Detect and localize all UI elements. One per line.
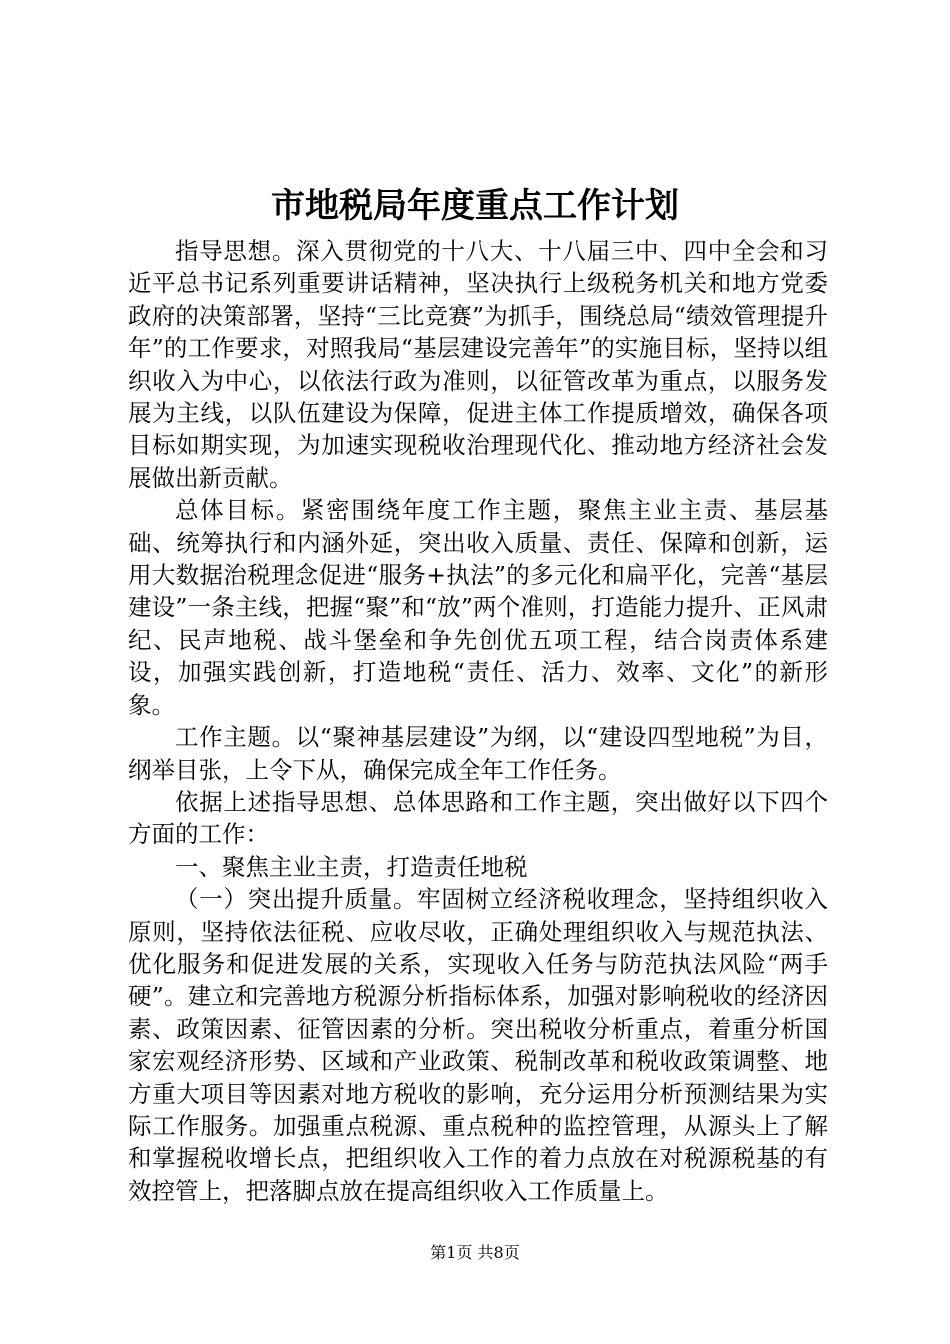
document-body — [128, 235, 828, 1207]
paragraph-work-theme: 工作主题。以“聚神基层建设”为纲，以“建设四型地税”为目，纲举目张，上令下从，确保完成全年工作任务。 — [128, 723, 828, 784]
paragraph-overall-goal: 总体目标。紧密围绕年度工作主题，聚焦主业主责、基层基础、统筹执行和内涵外延，突出收入质量、责任、保障和创新，运用大数据治税理念促进“服务+执法”的多元化和扁平化，完善“基层建设”一条主线，把握“聚”和“放”两个准则，打造能力提升、正风肃纪、民声地税、战斗堡垒和争先创优五项工程，结合岗责体系建设，加强实践创新，打造地税“责任、活力、效率、文化”的新形象。 — [128, 496, 828, 719]
page-title: 市地税局年度重点工作计划 — [271, 186, 679, 226]
paragraph-guiding-ideology: 指导思想。深入贯彻党的十八大、十八届三中、四中全会和习近平总书记系列重要讲话精神，坚决执行上级税务机关和地方党委政府的决策部署，坚持“三比竞赛”为抓手，围绕总局“绩效管理提升年”的工作要求，对照我局“基层建设完善年”的实施目标，坚持以组织收入为中心，以依法行政为准则，以征管改革为重点，以服务发展为主线，以队伍建设为保障，促进主体工作提质增效，确保各项目标如期实现，为加速实现税收治理现代化、推动地方经济社会发展做出新贡献。 — [128, 237, 828, 492]
paragraph-intro: 依据上述指导思想、总体思路和工作主题，突出做好以下四个方面的工作： — [128, 787, 828, 849]
paragraph-improve-quality: （一）突出提升质量。牢固树立经济税收理念，坚持组织收入原则，坚持依法征税、应收尽收，正确处理组织收入与规范执法、优化服务和促进发展的关系，实现收入任务与防范执法风险“两手硬”。建立和完善地方税源分析指标体系，加强对影响税收的经济因素、政策因素、征管因素的分析。突出税收分析重点，着重分析国家宏观经济形势、区域和产业政策、税制改革和税收政策调整、地方重大项目等因素对地方税收的影响，充分运用分析预测结果为实际工作服务。加强重点税源、重点税种的监控管理，从源头上了解和掌握税收增长点，把组织收入工作的着力点放在对税源税基的有效控管上，把落脚点放在提高组织收入工作质量上。 — [128, 885, 828, 1205]
section-heading-1: 一、聚焦主业主责，打造责任地税 — [175, 852, 528, 881]
page-number: 第1页 共8页 — [430, 1243, 520, 1262]
